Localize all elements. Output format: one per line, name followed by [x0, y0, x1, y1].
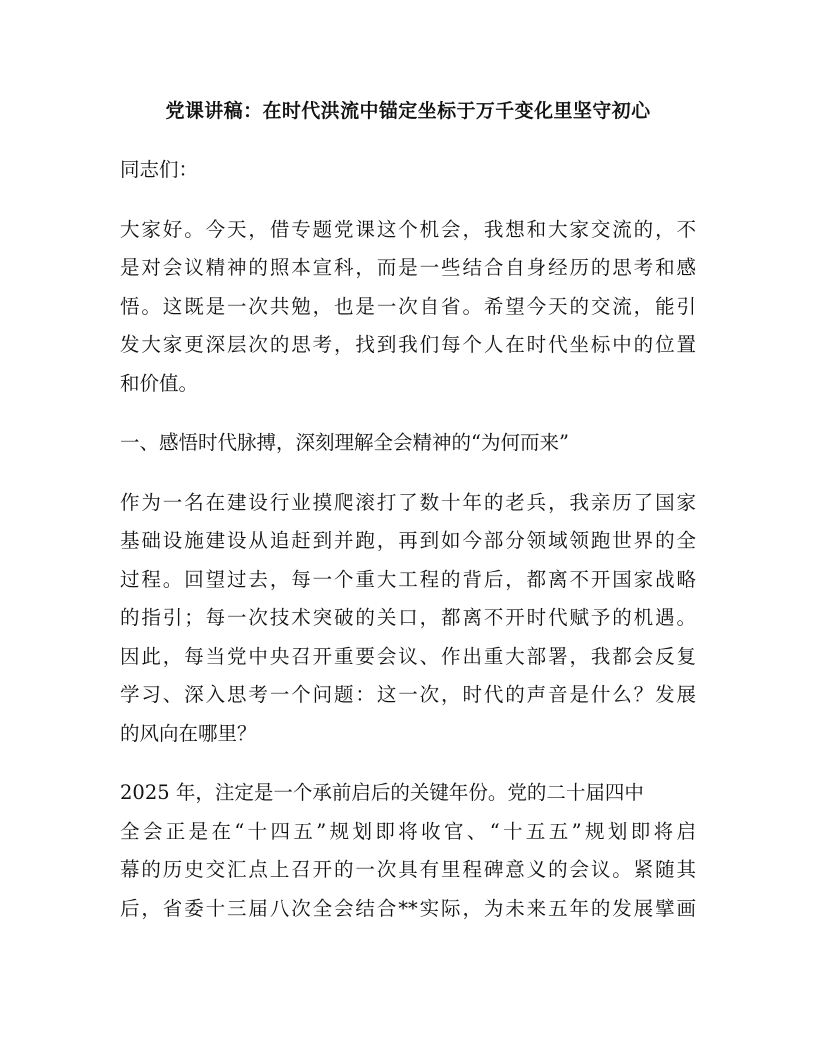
intro-paragraph — [120, 211, 696, 404]
paragraph-line: 学习、深入思考一个问题：这一次，时代的声音是什么？发展 — [120, 683, 696, 706]
document-title: 党课讲稿：在时代洪流中锚定坐标于万千变化里坚守初心 — [165, 100, 651, 122]
paragraph-line: 2025 年，注定是一个承前启后的关键年份。党的二十届四中 — [120, 781, 644, 804]
document-page — [120, 92, 696, 949]
section-paragraph-2 — [120, 774, 696, 928]
paragraph-line: 发大家更深层次的思考，找到我们每个人在时代坐标中的位置 — [120, 333, 696, 356]
paragraph-line: 的风向在哪里？ — [120, 721, 257, 745]
paragraph-line: 幕的历史交汇点上召开的一次具有里程碑意义的会议。紧随其 — [120, 858, 696, 881]
paragraph-line: 悟。这既是一次共勉，也是一次自省。希望今天的交流，能引 — [120, 294, 696, 318]
paragraph-line: 过程。回望过去，每一个重大工程的背后，都离不开国家战略 — [120, 567, 696, 591]
section-heading: 一、感悟时代脉搏，深刻理解全会精神的“为何而来” — [120, 431, 569, 454]
section-paragraph-1 — [120, 484, 696, 754]
paragraph-line: 作为一名在建设行业摸爬滚打了数十年的老兵，我亲历了国家 — [120, 490, 696, 514]
paragraph-line: 的指引；每一次技术突破的关口，都离不开时代赋予的机遇。 — [120, 606, 696, 629]
paragraph-line: 和价值。 — [120, 371, 199, 395]
paragraph-line: 因此，每当党中央召开重要会议、作出重大部署，我都会反复 — [120, 644, 696, 668]
salutation: 同志们： — [120, 158, 199, 181]
paragraph-line: 基础设施建设从追赶到并跑，再到如今部分领域领跑世界的全 — [120, 529, 696, 552]
paragraph-line: 全会正是在“十四五”规划即将收官、“十五五”规划即将启 — [120, 819, 696, 843]
paragraph-line: 是对会议精神的照本宣科，而是一些结合自身经历的思考和感 — [120, 256, 696, 279]
paragraph-line: 后，省委十三届八次全会结合**实际，为未来五年的发展擘画 — [120, 896, 696, 920]
paragraph-line: 大家好。今天，借专题党课这个机会，我想和大家交流的，不 — [120, 217, 696, 241]
